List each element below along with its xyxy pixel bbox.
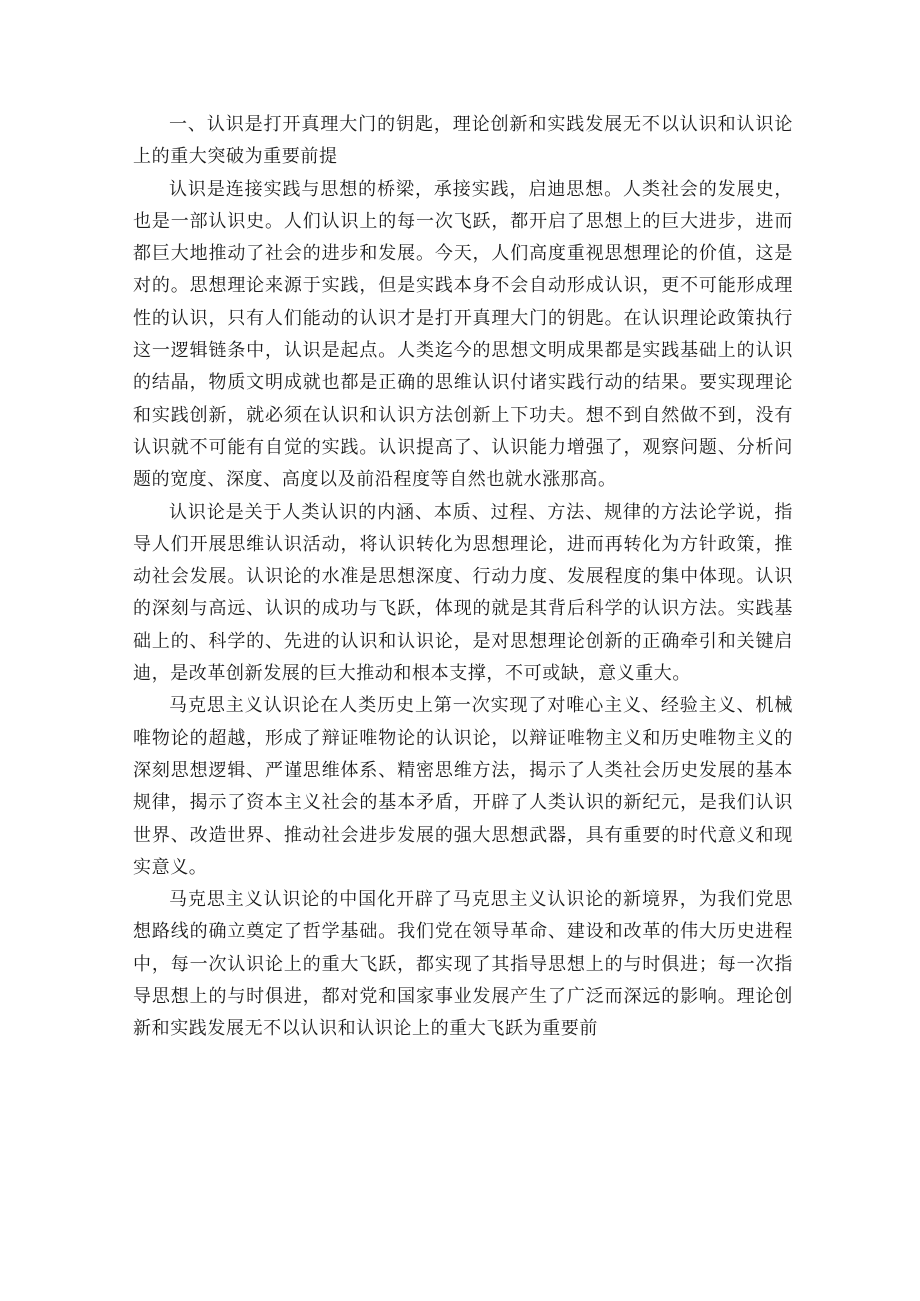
section-heading: 一、认识是打开真理大门的钥匙，理论创新和实践发展无不以认识和认识论上的重大突破为重要前提	[133, 114, 793, 168]
body-paragraph-4: 马克思主义认识论的中国化开辟了马克思主义认识论的新境界，为我们党思想路线的确立奠定了哲学基础。我们党在领导革命、建设和改革的伟大历史进程中，每一次认识论上的重大飞跃，都实现了其指导思想上的与时俱进；每一次指导思想上的与时俱进，都对党和国家事业发展产生了广泛而深远的影响。理论创新和实践发展无不以认识和认识论上的重大飞跃为重要前	[133, 889, 793, 1040]
body-paragraph-1: 认识是连接实践与思想的桥梁，承接实践，启迪思想。人类社会的发展史，也是一部认识史。人们认识上的每一次飞跃，都开启了思想上的巨大进步，进而都巨大地推动了社会的进步和发展。今天，人们高度重视思想理论的价值，这是对的。思想理论来源于实践，但是实践本身不会自动形成认识，更不可能形成理性的认识，只有人们能动的认识才是打开真理大门的钥匙。在认识理论政策执行这一逻辑链条中，认识是起点。人类迄今的思想文明成果都是实践基础上的认识的结晶，物质文明成就也都是正确的思维认识付诸实践行动的结果。要实现理论和实践创新，就必须在认识和认识方法创新上下功夫。想不到自然做不到，没有认识就不可能有自觉的实践。认识提高了、认识能力增强了，观察问题、分析问题的宽度、深度、高度以及前沿程度等自然也就水涨那高。	[133, 178, 793, 491]
body-paragraph-2: 认识论是关于人类认识的内涵、本质、过程、方法、规律的方法论学说，指导人们开展思维认识活动，将认识转化为思想理论，进而再转化为方针政策，推动社会发展。认识论的水准是思想深度、行动力度、发展程度的集中体现。认识的深刻与高远、认识的成功与飞跃，体现的就是其背后科学的认识方法。实践基础上的、科学的、先进的认识和认识论，是对思想理论创新的正确牵引和关键启迪，是改革创新发展的巨大推动和根本支撑，不可或缺，意义重大。	[133, 501, 793, 685]
document-page	[133, 109, 793, 1046]
body-paragraph-3: 马克思主义认识论在人类历史上第一次实现了对唯心主义、经验主义、机械唯物论的超越，形成了辩证唯物论的认识论，以辩证唯物主义和历史唯物主义的深刻思想逻辑、严谨思维体系、精密思维方法，揭示了人类社会历史发展的基本规律，揭示了资本主义社会的基本矛盾，开辟了人类认识的新纪元，是我们认识世界、改造世界、推动社会进步发展的强大思想武器，具有重要的时代意义和现实意义。	[133, 695, 793, 878]
